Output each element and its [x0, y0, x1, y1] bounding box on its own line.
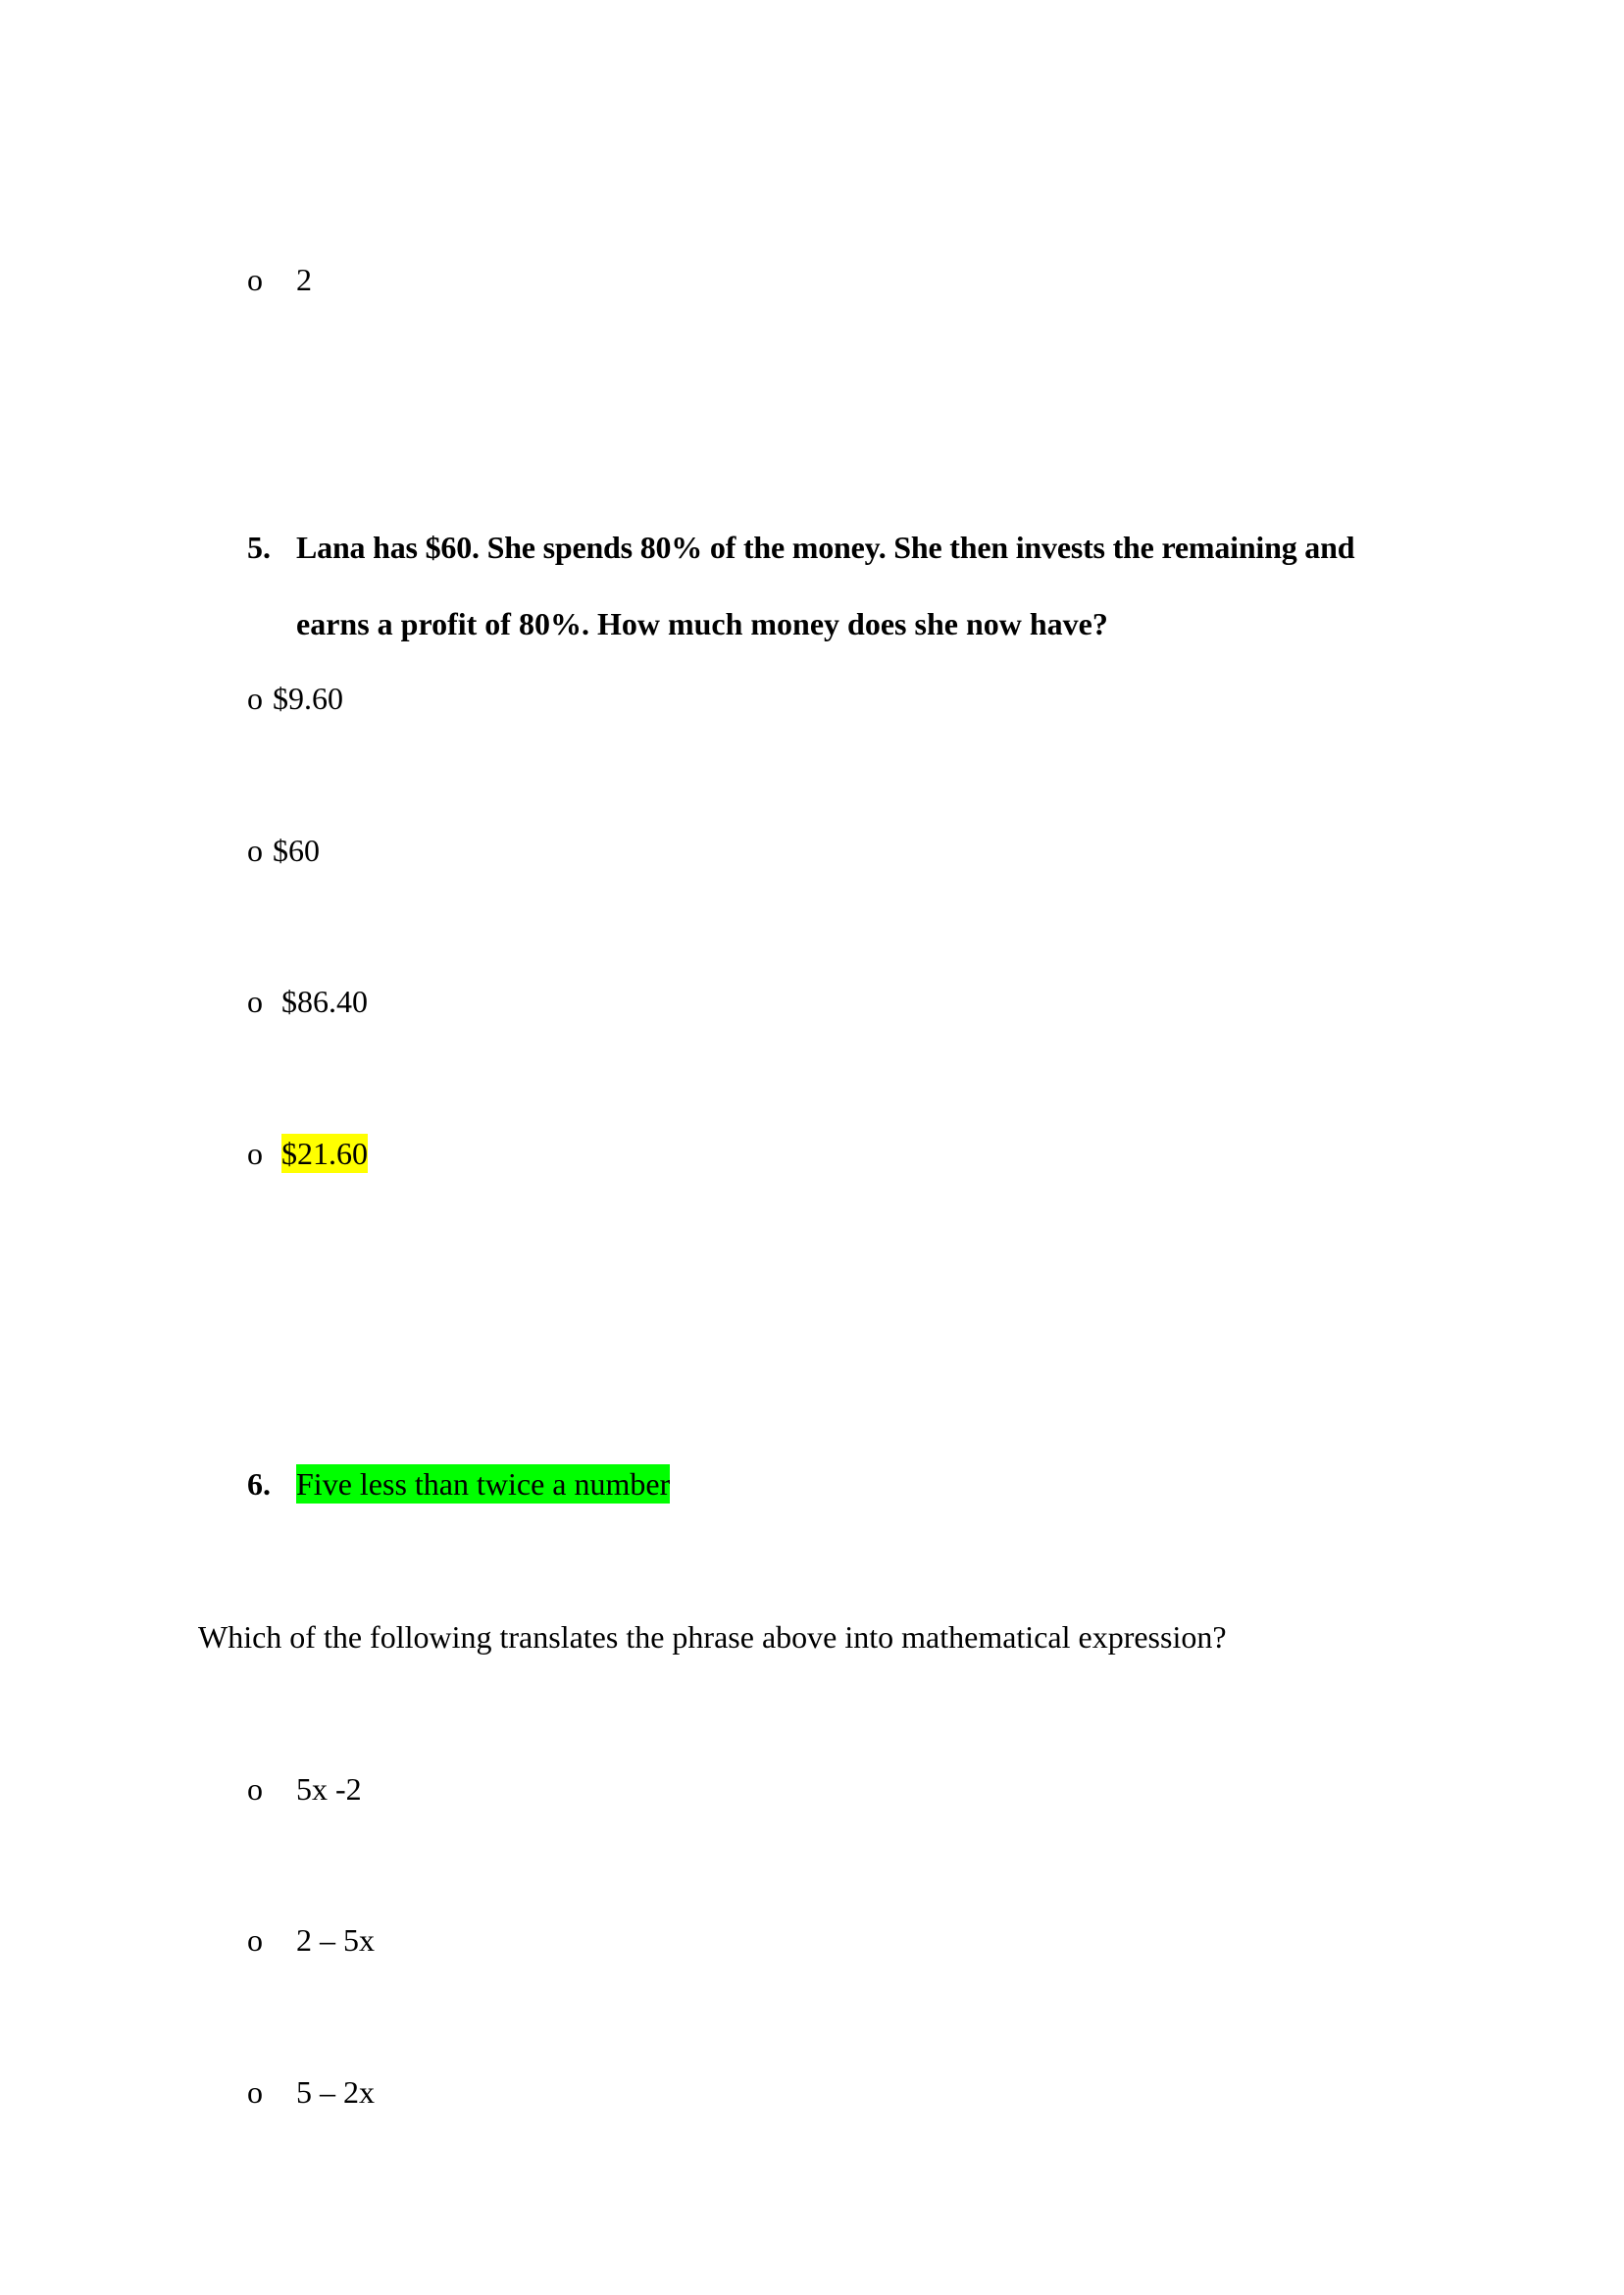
bullet-marker: o [247, 833, 263, 868]
option-text: 5x -2 [296, 1771, 362, 1807]
bullet-marker: o [247, 262, 263, 297]
bullet-marker: o [247, 1136, 263, 1171]
option-text: $86.40 [281, 984, 368, 1019]
bullet-marker: o [247, 1922, 263, 1958]
question-text-line1: Lana has $60. She spends 80% of the money. She then invests the remaining and [296, 530, 1355, 565]
bullet-marker: o [247, 681, 263, 716]
question-phrase-highlighted: Five less than twice a number [296, 1466, 671, 1502]
option-text: 2 – 5x [296, 1922, 375, 1958]
question-number: 6. [247, 1466, 271, 1502]
question-number: 5. [247, 530, 271, 565]
question-prompt: Which of the following translates the phrase above into mathematical expression? [198, 1619, 1227, 1655]
option-text: $9.60 [273, 681, 343, 716]
bullet-marker: o [247, 984, 263, 1019]
question-text-line2: earns a profit of 80%. How much money does she now have? [296, 606, 1108, 641]
option-text: 5 – 2x [296, 2074, 375, 2110]
bullet-marker: o [247, 2074, 263, 2110]
option-text: 2 [296, 262, 312, 297]
bullet-marker: o [247, 1771, 263, 1807]
option-text: $60 [273, 833, 320, 868]
option-text-highlighted: $21.60 [281, 1136, 368, 1171]
